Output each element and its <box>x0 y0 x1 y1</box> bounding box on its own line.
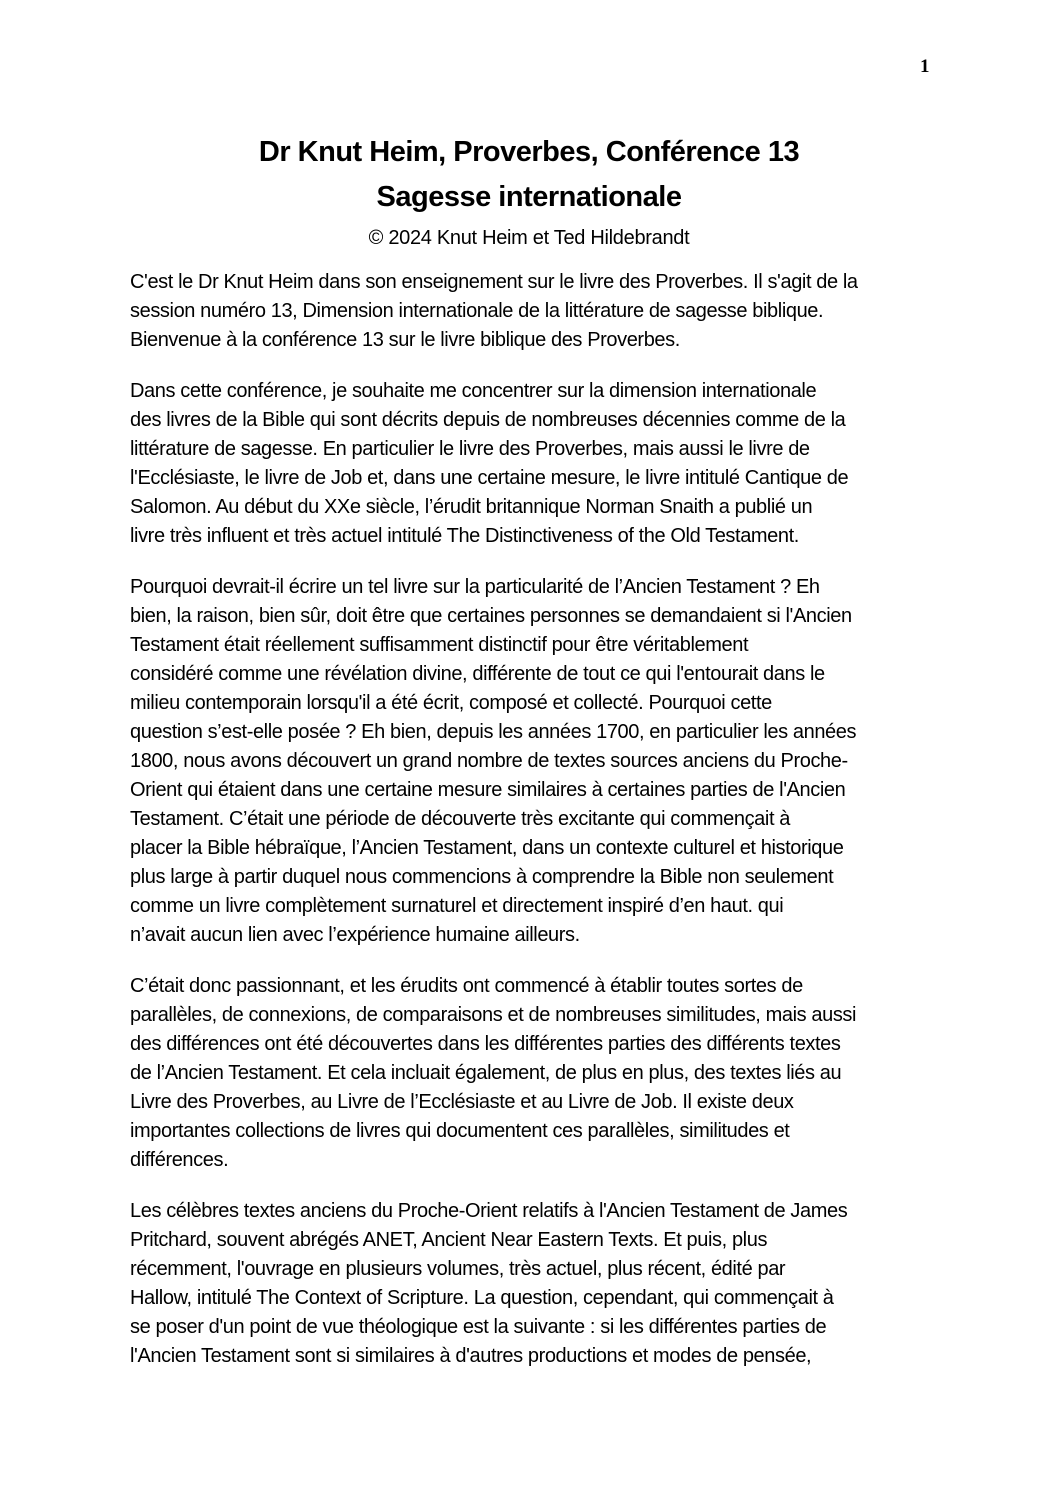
paragraph-3: Pourquoi devrait-il écrire un tel livre sur la particularité de l’Ancien Testament ? Eh bien, la raison, bien sûr, doit être que certaines personnes se demandaient si l'Ancien Testament était réellement suffisamment distinctif pour être véritablement considéré comme une révélation divine, différente de tout ce qui l'entourait dans le milieu contemporain lorsqu'il a été écrit, composé et collecté. Pourquoi cette question s’est-elle posée ? Eh bien, depuis les années 1700, en particulier les années 1800, nous avons découvert un grand nombre de textes sources anciens du Proche- Orient qui étaient dans une certaine mesure similaires à certaines parties de l'Ancien Testament. C’était une période de découverte très excitante qui commençait à placer la Bible hébraïque, l’Ancien Testament, dans un contexte culturel et historique plus large à partir duquel nous commencions à comprendre la Bible non seulement comme un livre complètement surnaturel et directement inspiré d’en haut. qui n’avait aucun lien avec l’expérience humaine ailleurs. <box>130 576 857 946</box>
paragraph-2: Dans cette conférence, je souhaite me concentrer sur la dimension internationale des livres de la Bible qui sont décrits depuis de nombreuses décennies comme de la littérature de sagesse. En particulier le livre des Proverbes, mais aussi le livre de l'Ecclésiaste, le livre de Job et, dans une certaine mesure, le livre intitulé Cantique de Salomon. Au début du XXe siècle, l’érudit britannique Norman Snaith a publié un livre très influent et très actuel intitulé The Distinctiveness of the Old Testament. <box>130 380 849 547</box>
paragraph-1: C'est le Dr Knut Heim dans son enseignement sur le livre des Proverbes. Il s'agit de la session numéro 13, Dimension internationale de la littérature de sagesse biblique. Bienvenue à la conférence 13 sur le livre biblique des Proverbes. <box>130 271 858 351</box>
page-number: 1 <box>920 56 930 77</box>
document-title-line-1: Dr Knut Heim, Proverbes, Conférence 13 <box>258 136 800 168</box>
document-body <box>130 268 950 1393</box>
document-title-line-2: Sagesse internationale <box>376 181 682 213</box>
document-header <box>0 130 1058 252</box>
document-byline: © 2024 Knut Heim et Ted Hildebrandt <box>368 227 690 249</box>
paragraph-5: Les célèbres textes anciens du Proche-Orient relatifs à l'Ancien Testament de James Pritchard, souvent abrégés ANET, Ancient Near Eastern Texts. Et puis, plus récemment, l'ouvrage en plusieurs volumes, très actuel, plus récent, édité par Hallow, intitulé The Context of Scripture. La question, cependant, qui commençait à se poser d'un point de vue théologique est la suivante : si les différentes parties de l'Ancien Testament sont si similaires à d'autres productions et modes de pensée, <box>130 1200 848 1367</box>
paragraph-4: C’était donc passionnant, et les érudits ont commencé à établir toutes sortes de parallèles, de connexions, de comparaisons et de nombreuses similitudes, mais aussi des différences ont été découvertes dans les différentes parties des différents textes de l’Ancien Testament. Et cela incluait également, de plus en plus, des textes liés au Livre des Proverbes, au Livre de l’Ecclésiaste et au Livre de Job. Il existe deux importantes collections de livres qui documentent ces parallèles, similitudes et différences. <box>130 975 857 1171</box>
